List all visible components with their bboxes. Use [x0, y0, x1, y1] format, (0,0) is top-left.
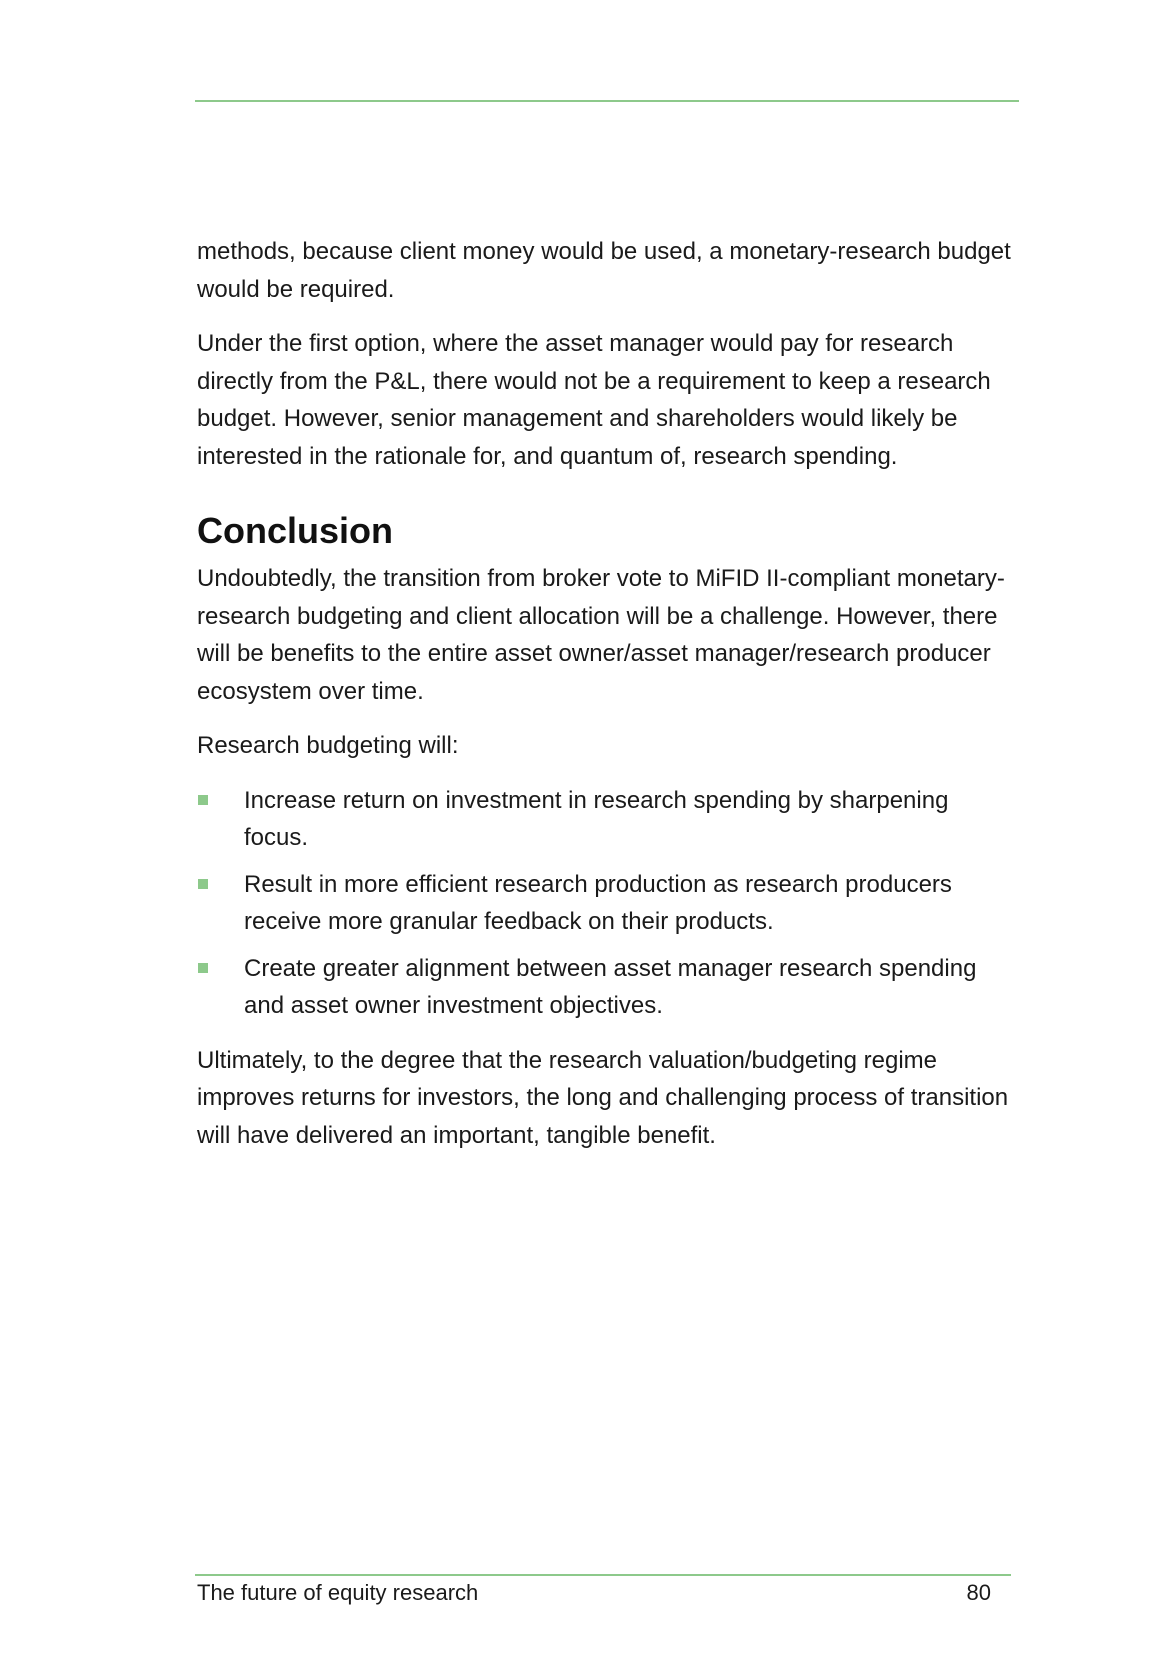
square-bullet-icon [198, 795, 208, 805]
page-number: 80 [966, 1580, 991, 1605]
conclusion-paragraph: Undoubtedly, the transition from broker vote to MiFID II-compliant monetary-research budgeting and client allocation will be a challenge. However, there will be benefits to the entire asset owner/asset manager/research producer ecosystem over time. [197, 565, 1005, 705]
page-body [197, 233, 1017, 1171]
closing-paragraph: Ultimately, to the degree that the research valuation/budgeting regime improves returns for investors, the long and challenging process of transition will have delivered an important, tangible benefit. [197, 1046, 1009, 1149]
footer-rule [195, 1574, 1011, 1576]
body-paragraph: methods, because client money would be used, a monetary-research budget would be required. [197, 238, 1011, 303]
square-bullet-icon [198, 963, 208, 973]
footer-title: The future of equity research [197, 1580, 479, 1605]
list-item-text: Increase return on investment in research spending by sharpening focus. [244, 786, 949, 851]
body-paragraph: Under the first option, where the asset manager would pay for research directly from the P&L, there would not be a requirement to keep a research budget. However, senior management and shareholders would likely be interested in the rationale for, and quantum of, research spending. [197, 330, 991, 470]
list-item [197, 950, 1017, 1025]
section-heading: Conclusion [197, 510, 393, 551]
bullet-list [197, 782, 1017, 1025]
square-bullet-icon [198, 879, 208, 889]
list-item [197, 782, 1017, 857]
list-intro: Research budgeting will: [197, 732, 459, 759]
list-item-text: Create greater alignment between asset manager research spending and asset owner investment objectives. [244, 954, 977, 1019]
header-rule [195, 100, 1019, 102]
list-item [197, 866, 1017, 941]
list-item-text: Result in more efficient research production as research producers receive more granular feedback on their products. [244, 870, 952, 935]
